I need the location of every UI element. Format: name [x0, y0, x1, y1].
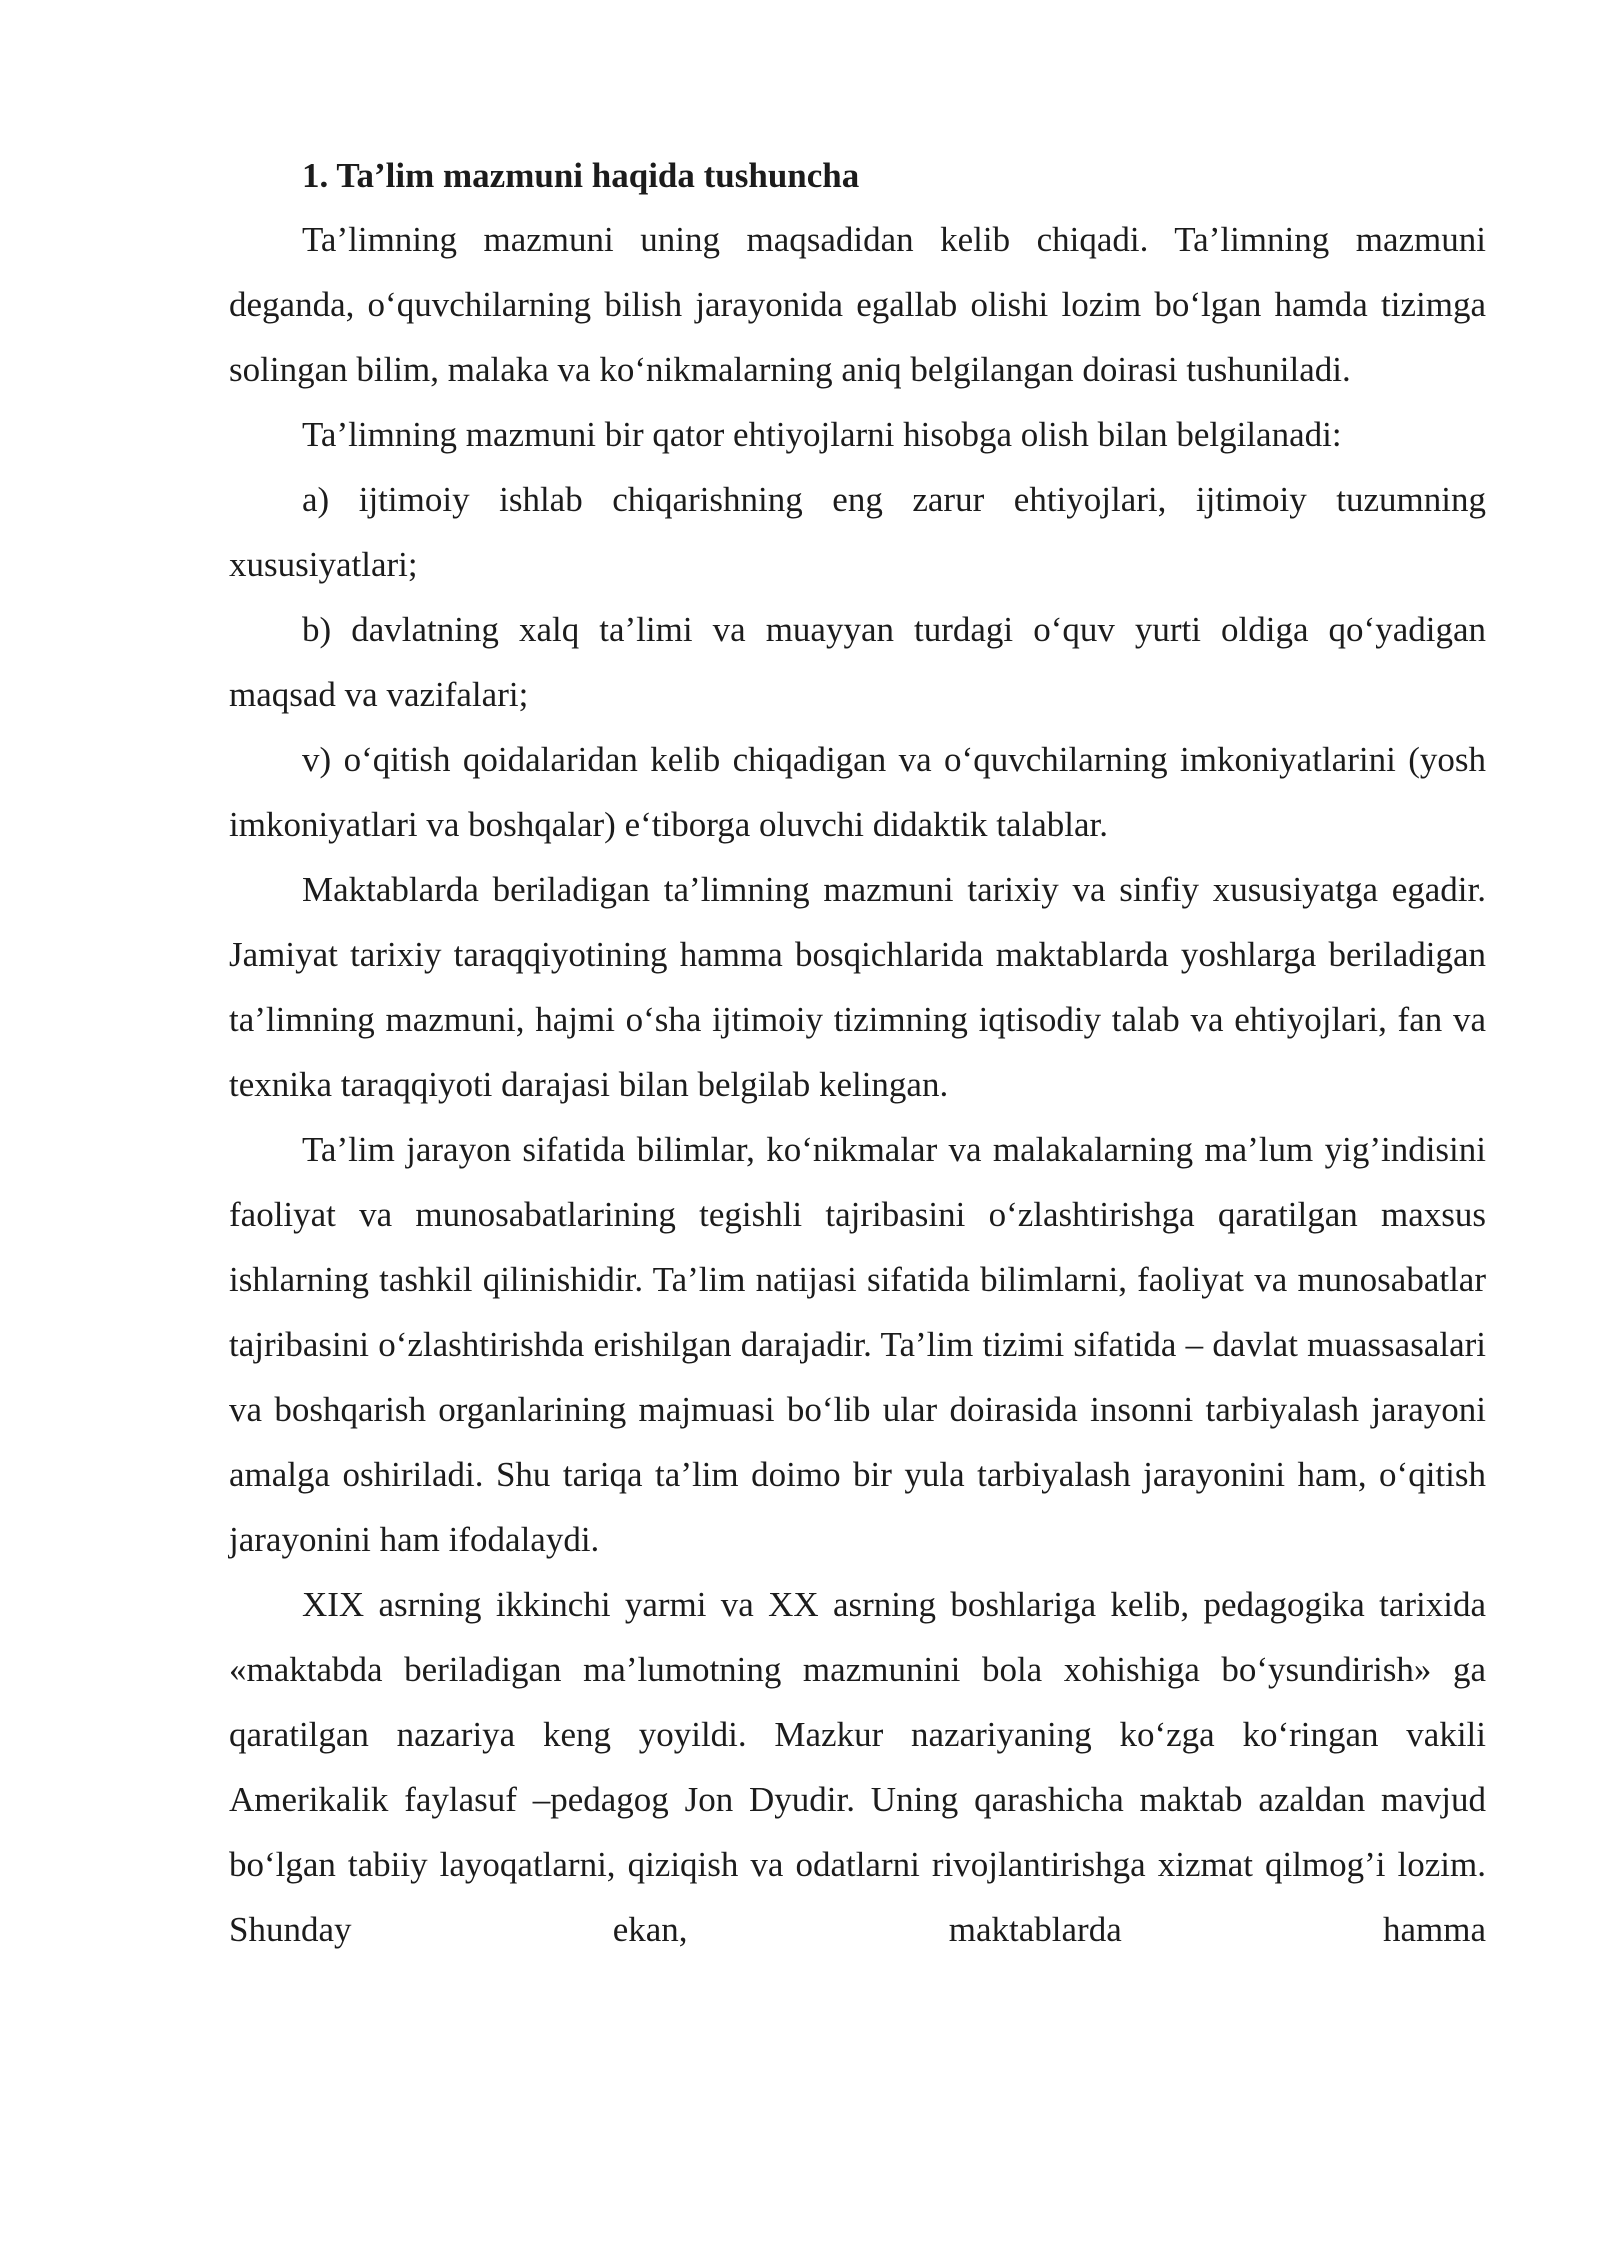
paragraph-education-process: Ta’lim jarayon sifatida bilimlar, ko‘nikmalar va malakalarning ma’lum yig’indisini faoliyat va munosabatlarining tegishli tajribasini o‘zlashtirishga qaratilgan maxsus ishlarning tashkil qilinishidir. Ta’lim natijasi sifatida bilimlarni, faoliyat va munosabatlar tajribasini o‘zlashtirishda erishilgan darajadir. Ta’lim tizimi sifatida – davlat muassasalari va boshqarish organlarining majmuasi bo‘lib ular doirasida insonni tarbiyalash jarayoni amalga oshiriladi. Shu tariqa ta’lim doimo bir yula tarbiyalash jarayonini ham, o‘qitish jarayonini ham ifodalaydi.	[229, 1130, 1486, 1559]
list-item-a: a) ijtimoiy ishlab chiqarishning eng zarur ehtiyojlari, ijtimoiy tuzumning xususiyatlari;	[229, 480, 1486, 584]
list-item-b: b) davlatning xalq ta’limi va muayyan turdagi o‘quv yurti oldiga qo‘yadigan maqsad va vazifalari;	[229, 610, 1486, 714]
document-page	[229, 145, 1486, 1962]
list-item-v: v) o‘qitish qoidalaridan kelib chiqadigan va o‘quvchilarning imkoniyatlarini (yosh imkoniyatlari va boshqalar) e‘tiborga oluvchi didaktik talablar.	[229, 740, 1486, 844]
paragraph-dewey-theory: XIX asrning ikkinchi yarmi va XX asrning boshlariga kelib, pedagogika tarixida «maktabda beriladigan ma’lumotning mazmunini bola xohishiga bo‘ysundirish» ga qaratilgan nazariya keng yoyildi. Mazkur nazariyaning ko‘zga ko‘ringan vakili Amerikalik faylasuf –pedagog Jon Dyudir. Uning qarashicha maktab azaldan mavjud bo‘lgan tabiiy layoqatlarni, qiziqish va odatlarni rivojlantirishga xizmat qilmog’i lozim. Shunday ekan, maktablarda hamma	[229, 1585, 1486, 1949]
section-heading: 1. Ta’lim mazmuni haqida tushuncha	[302, 156, 860, 195]
paragraph-needs-intro: Ta’limning mazmuni bir qator ehtiyojlarni hisobga olish bilan belgilanadi:	[302, 415, 1342, 454]
paragraph-historical-nature: Maktablarda beriladigan ta’limning mazmuni tarixiy va sinfiy xususiyatga egadir. Jamiyat tarixiy taraqqiyotining hamma bosqichlarida maktablarda yoshlarga beriladigan ta’limning mazmuni, hajmi o‘sha ijtimoiy tizimning iqtisodiy talab va ehtiyojlari, fan va texnika taraqqiyoti darajasi bilan belgilab kelingan.	[229, 870, 1486, 1104]
paragraph-definition: Ta’limning mazmuni uning maqsadidan kelib chiqadi. Ta’limning mazmuni deganda, o‘quvchilarning bilish jarayonida egallab olishi lozim bo‘lgan hamda tizimga solingan bilim, malaka va ko‘nikmalarning aniq belgilangan doirasi tushuniladi.	[229, 220, 1486, 389]
